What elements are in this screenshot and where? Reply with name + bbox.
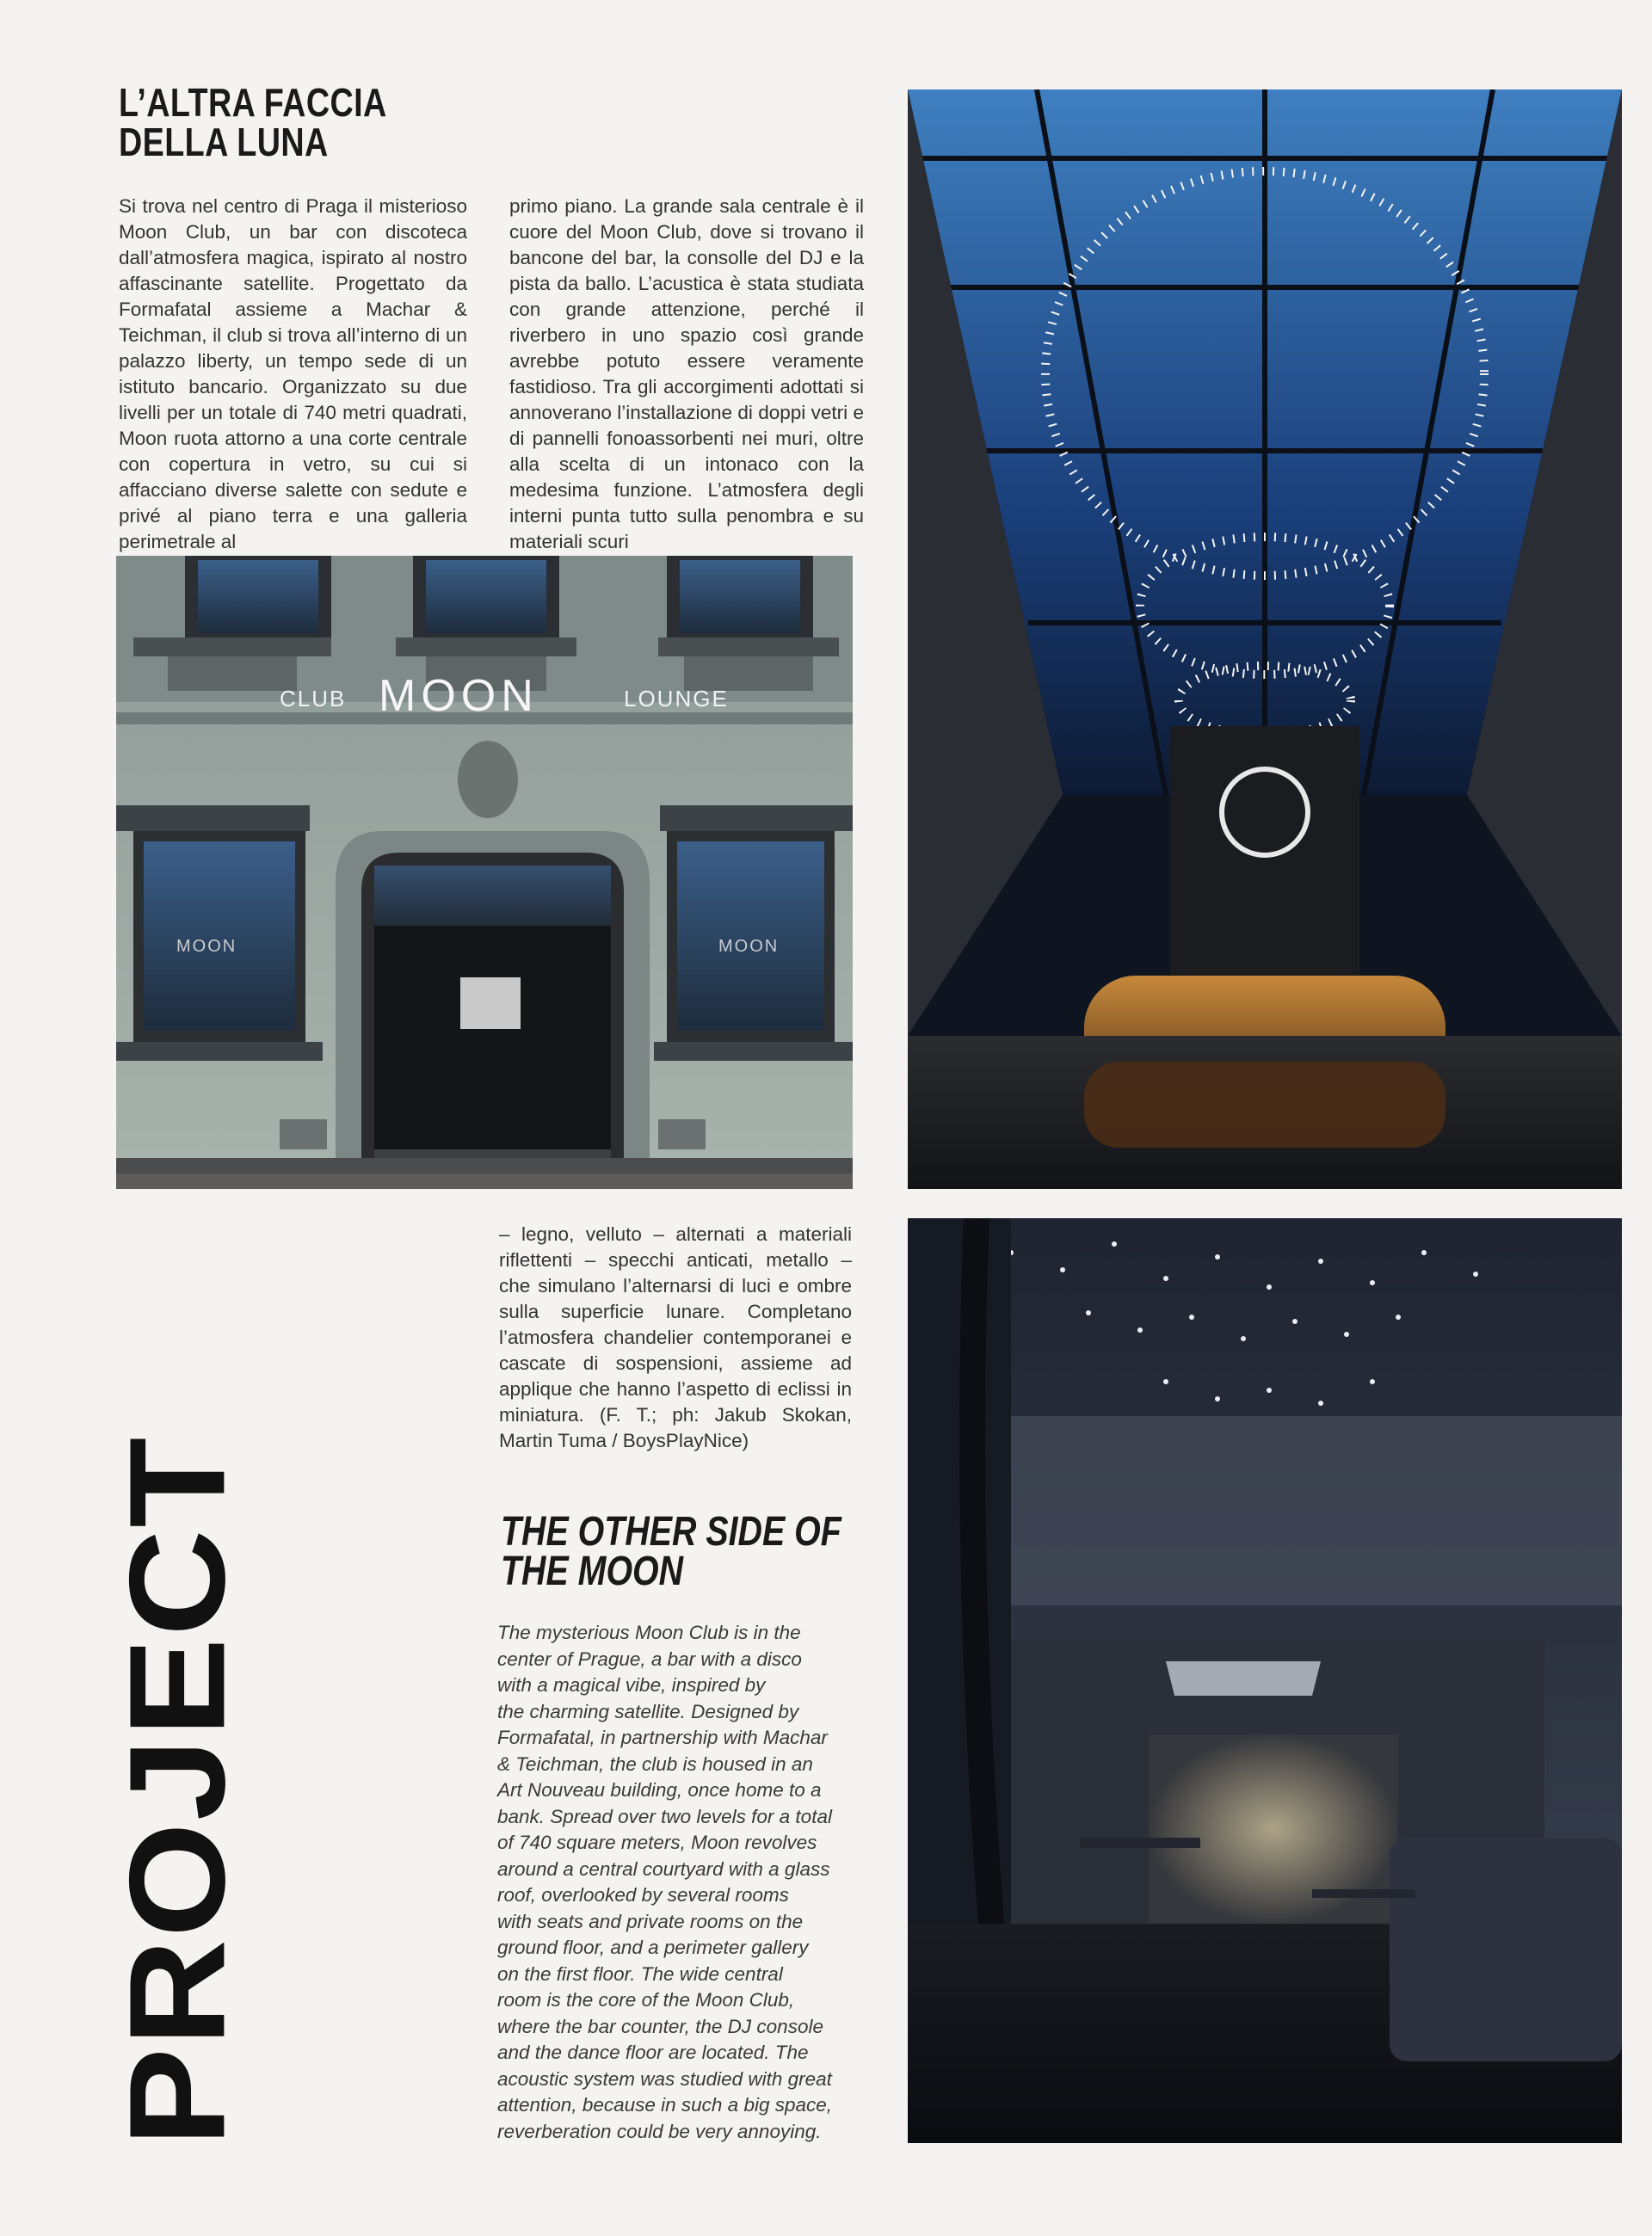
english-body	[497, 1620, 859, 2145]
english-body-line: where the bar counter, the DJ console	[497, 2015, 823, 2037]
english-headline-line-2: THE MOON	[501, 1549, 684, 1594]
english-body-line: Formafatal, in partnership with Machar	[497, 1727, 828, 1748]
english-body-line: Art Nouveau building, once home to a	[497, 1779, 822, 1801]
sign-club-text: CLUB	[280, 686, 347, 711]
facade-photo	[116, 556, 853, 1189]
italian-column-2	[509, 194, 864, 555]
italian-headline	[119, 80, 480, 164]
lounge-photo	[908, 1218, 1622, 2143]
english-body-line: on the first floor. The wide central	[497, 1962, 783, 1985]
english-headline-line-1: THE OTHER SIDE OF	[501, 1509, 841, 1555]
english-body-line: roof, overlooked by several rooms	[497, 1884, 789, 1906]
english-body-line: room is the core of the Moon Club,	[497, 1989, 795, 2011]
english-body-line: around a central courtyard with a glass	[497, 1857, 830, 1880]
atrium-photo	[908, 89, 1622, 1189]
english-body-line: bank. Spread over two levels for a total	[497, 1805, 832, 1827]
italian-column-3-text: – legno, velluto – alternati a materiali riflettenti – specchi anticati, metallo – che simulano l’alternarsi di luci e ombre sulla superficie lunare. Completano l’atmosfera chandelier contemporanei e cascate di sospensioni, assieme ad applique che hanno l’aspetto di eclissi in miniatura. (F. T.; ph: Jakub Skokan, Martin Tuma / BoysPlayNice)	[499, 1223, 852, 1451]
english-body-line: & Teichman, the club is housed in an	[497, 1752, 813, 1775]
english-body-line: with a magical vibe, inspired by	[497, 1674, 766, 1696]
sign-lounge-text: LOUNGE	[624, 686, 729, 711]
english-body-line: acoustic system was studied with great	[497, 2067, 832, 2090]
window-logo-left: MOON	[176, 937, 237, 956]
sign-moon-text: MOON	[379, 671, 539, 721]
english-body-line: and the dance floor are located. The	[497, 2042, 809, 2063]
italian-column-3	[499, 1222, 852, 1454]
italian-column-1	[119, 194, 467, 555]
english-body-line: reverberation could be very annoying.	[497, 2120, 822, 2142]
italian-column-2-text: primo piano. La grande sala centrale è il cuore del Moon Club, dove si trovano il bancone del bar, la consolle del DJ e la pista da ballo. L’acustica è stata studiata con grande attenzione, perché il riverbero in uno spazio così grande avrebbe potuto essere veramente fastidioso. Tra gli accorgimenti adottati si annoverano l’installazione di doppi vetri e di pannelli fonoassorbenti nei muri, oltre alla scelta di un intonaco con la medesima funzione. L’atmosfera degli interni punta tutto sulla penombra e su materiali scuri	[509, 195, 864, 552]
english-body-line: with seats and private rooms on the	[497, 1910, 804, 1932]
english-body-line: the charming satellite. Designed by	[497, 1700, 799, 1722]
english-body-line: of 740 square meters, Moon revolves	[497, 1832, 817, 1853]
headline-line-1: L’ALTRA FACCIA	[119, 80, 387, 125]
window-logo-right: MOON	[718, 937, 780, 956]
english-body-line: center of Prague, a bar with a disco	[497, 1648, 802, 1670]
english-headline	[501, 1509, 931, 1594]
section-label-project: PROJECT	[101, 1435, 254, 2147]
headline-line-2: DELLA LUNA	[119, 120, 329, 164]
english-body-line: attention, because in such a big space,	[497, 2094, 833, 2116]
english-body-line: ground floor, and a perimeter gallery	[497, 1937, 809, 1958]
italian-column-1-text: Si trova nel centro di Praga il misterioso Moon Club, un bar con discoteca dall’atmosfera magica, ispirato al nostro affascinante satellite. Progettato da Formafatal assieme a Machar & Teichman, il club si trova all’interno di un palazzo liberty, un tempo sede di un istituto bancario. Organizzato su due livelli per un totale di 740 metri quadrati, Moon ruota attorno a una corte centrale con copertura in vetro, su cui si affacciano diverse salette con sedute e privé al piano terra e una galleria perimetrale al	[119, 195, 467, 552]
english-body-line: The mysterious Moon Club is in the	[497, 1622, 801, 1643]
